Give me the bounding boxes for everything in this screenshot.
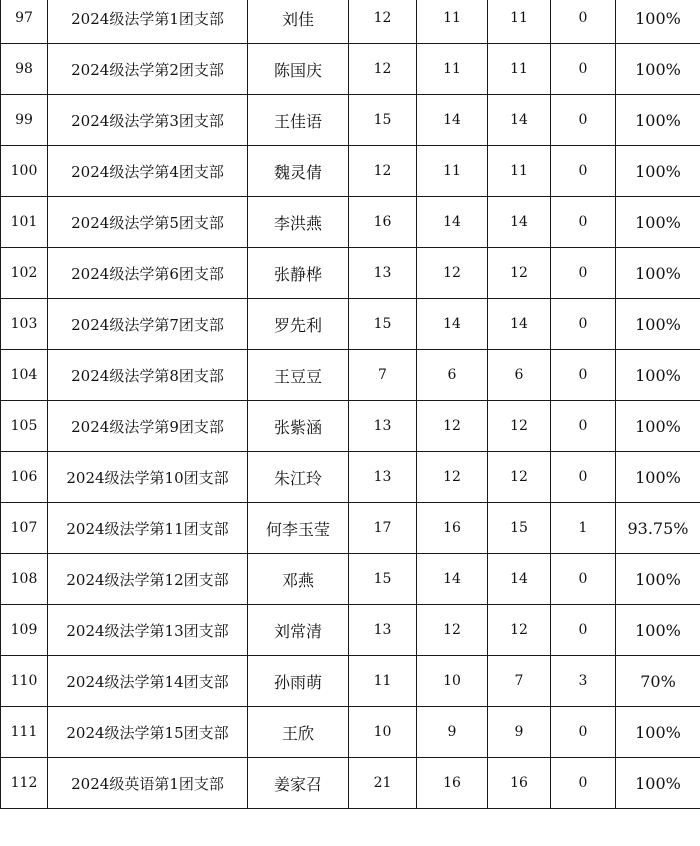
secretary-name-cell: 朱江玲: [248, 452, 349, 503]
incomplete-count-cell: 0: [551, 95, 616, 146]
branch-name-cell: 2024级法学第14团支部: [48, 656, 248, 707]
row-index-cell: 100: [1, 146, 48, 197]
total-count-cell: 12: [349, 44, 417, 95]
total-count-cell: 11: [349, 656, 417, 707]
total-count-cell: 10: [349, 707, 417, 758]
completed-count-cell: 11: [488, 44, 551, 95]
secretary-name-cell: 王豆豆: [248, 350, 349, 401]
eligible-count-cell: 12: [417, 605, 488, 656]
row-index-cell: 108: [1, 554, 48, 605]
incomplete-count-cell: 0: [551, 554, 616, 605]
completed-count-cell: 14: [488, 95, 551, 146]
incomplete-count-cell: 0: [551, 401, 616, 452]
secretary-name-cell: 何李玉莹: [248, 503, 349, 554]
secretary-name-cell: 刘佳: [248, 0, 349, 44]
incomplete-count-cell: 0: [551, 0, 616, 44]
incomplete-count-cell: 0: [551, 146, 616, 197]
completed-count-cell: 9: [488, 707, 551, 758]
secretary-name-cell: 刘常清: [248, 605, 349, 656]
completion-rate-cell: 100%: [616, 707, 700, 758]
branch-name-cell: 2024级法学第7团支部: [48, 299, 248, 350]
table-row: [1, 350, 700, 401]
eligible-count-cell: 6: [417, 350, 488, 401]
total-count-cell: 7: [349, 350, 417, 401]
completion-rate-cell: 100%: [616, 146, 700, 197]
row-index-cell: 106: [1, 452, 48, 503]
table-row: [1, 299, 700, 350]
row-index-cell: 102: [1, 248, 48, 299]
secretary-name-cell: 李洪燕: [248, 197, 349, 248]
table-row: [1, 146, 700, 197]
incomplete-count-cell: 0: [551, 44, 616, 95]
completed-count-cell: 14: [488, 197, 551, 248]
eligible-count-cell: 9: [417, 707, 488, 758]
table-row: [1, 758, 700, 809]
completed-count-cell: 6: [488, 350, 551, 401]
branch-name-cell: 2024级法学第10团支部: [48, 452, 248, 503]
completed-count-cell: 11: [488, 0, 551, 44]
table-row: [1, 44, 700, 95]
eligible-count-cell: 11: [417, 44, 488, 95]
completion-rate-cell: 100%: [616, 299, 700, 350]
table-row: [1, 503, 700, 554]
incomplete-count-cell: 0: [551, 248, 616, 299]
branch-name-cell: 2024级法学第2团支部: [48, 44, 248, 95]
completion-rate-cell: 100%: [616, 248, 700, 299]
eligible-count-cell: 14: [417, 95, 488, 146]
eligible-count-cell: 11: [417, 0, 488, 44]
completion-rate-cell: 100%: [616, 44, 700, 95]
table-row: [1, 707, 700, 758]
total-count-cell: 13: [349, 605, 417, 656]
row-index-cell: 109: [1, 605, 48, 656]
branch-name-cell: 2024级法学第6团支部: [48, 248, 248, 299]
total-count-cell: 17: [349, 503, 417, 554]
eligible-count-cell: 14: [417, 197, 488, 248]
table-row: [1, 656, 700, 707]
branch-name-cell: 2024级法学第8团支部: [48, 350, 248, 401]
branch-name-cell: 2024级法学第9团支部: [48, 401, 248, 452]
row-index-cell: 99: [1, 95, 48, 146]
branch-name-cell: 2024级法学第15团支部: [48, 707, 248, 758]
eligible-count-cell: 10: [417, 656, 488, 707]
completion-rate-cell: 70%: [616, 656, 700, 707]
eligible-count-cell: 12: [417, 452, 488, 503]
completion-rate-cell: 100%: [616, 758, 700, 809]
row-index-cell: 97: [1, 0, 48, 44]
total-count-cell: 13: [349, 248, 417, 299]
completed-count-cell: 12: [488, 401, 551, 452]
row-index-cell: 110: [1, 656, 48, 707]
completed-count-cell: 15: [488, 503, 551, 554]
branch-name-cell: 2024级法学第5团支部: [48, 197, 248, 248]
branch-name-cell: 2024级法学第3团支部: [48, 95, 248, 146]
incomplete-count-cell: 3: [551, 656, 616, 707]
completed-count-cell: 12: [488, 248, 551, 299]
completed-count-cell: 12: [488, 452, 551, 503]
secretary-name-cell: 王欣: [248, 707, 349, 758]
table-row: [1, 605, 700, 656]
eligible-count-cell: 12: [417, 248, 488, 299]
eligible-count-cell: 11: [417, 146, 488, 197]
secretary-name-cell: 孙雨萌: [248, 656, 349, 707]
table-row: [1, 95, 700, 146]
eligible-count-cell: 16: [417, 503, 488, 554]
row-index-cell: 107: [1, 503, 48, 554]
branch-name-cell: 2024级英语第1团支部: [48, 758, 248, 809]
total-count-cell: 12: [349, 0, 417, 44]
total-count-cell: 16: [349, 197, 417, 248]
completion-rate-cell: 100%: [616, 95, 700, 146]
secretary-name-cell: 罗先利: [248, 299, 349, 350]
secretary-name-cell: 姜家召: [248, 758, 349, 809]
total-count-cell: 15: [349, 554, 417, 605]
incomplete-count-cell: 0: [551, 350, 616, 401]
completed-count-cell: 14: [488, 554, 551, 605]
row-index-cell: 98: [1, 44, 48, 95]
incomplete-count-cell: 0: [551, 452, 616, 503]
eligible-count-cell: 16: [417, 758, 488, 809]
incomplete-count-cell: 1: [551, 503, 616, 554]
secretary-name-cell: 魏灵倩: [248, 146, 349, 197]
completion-rate-cell: 100%: [616, 0, 700, 44]
row-index-cell: 104: [1, 350, 48, 401]
row-index-cell: 111: [1, 707, 48, 758]
completion-rate-cell: 100%: [616, 401, 700, 452]
total-count-cell: 13: [349, 401, 417, 452]
secretary-name-cell: 张紫涵: [248, 401, 349, 452]
eligible-count-cell: 14: [417, 299, 488, 350]
branch-name-cell: 2024级法学第12团支部: [48, 554, 248, 605]
incomplete-count-cell: 0: [551, 605, 616, 656]
row-index-cell: 101: [1, 197, 48, 248]
completed-count-cell: 16: [488, 758, 551, 809]
eligible-count-cell: 12: [417, 401, 488, 452]
total-count-cell: 15: [349, 299, 417, 350]
completion-rate-cell: 100%: [616, 350, 700, 401]
branch-name-cell: 2024级法学第1团支部: [48, 0, 248, 44]
table-row: [1, 0, 700, 44]
secretary-name-cell: 张静桦: [248, 248, 349, 299]
completion-rate-cell: 100%: [616, 605, 700, 656]
total-count-cell: 13: [349, 452, 417, 503]
table-body: [1, 0, 700, 809]
row-index-cell: 103: [1, 299, 48, 350]
incomplete-count-cell: 0: [551, 299, 616, 350]
table-row: [1, 401, 700, 452]
table-row: [1, 248, 700, 299]
table-row: [1, 554, 700, 605]
secretary-name-cell: 邓燕: [248, 554, 349, 605]
incomplete-count-cell: 0: [551, 197, 616, 248]
secretary-name-cell: 陈国庆: [248, 44, 349, 95]
branch-name-cell: 2024级法学第11团支部: [48, 503, 248, 554]
completion-rate-cell: 100%: [616, 554, 700, 605]
completed-count-cell: 11: [488, 146, 551, 197]
row-index-cell: 105: [1, 401, 48, 452]
table-row: [1, 197, 700, 248]
branch-name-cell: 2024级法学第4团支部: [48, 146, 248, 197]
total-count-cell: 21: [349, 758, 417, 809]
row-index-cell: 112: [1, 758, 48, 809]
completion-rate-cell: 100%: [616, 197, 700, 248]
eligible-count-cell: 14: [417, 554, 488, 605]
table-row: [1, 452, 700, 503]
completed-count-cell: 14: [488, 299, 551, 350]
incomplete-count-cell: 0: [551, 707, 616, 758]
completed-count-cell: 7: [488, 656, 551, 707]
completion-rate-cell: 100%: [616, 452, 700, 503]
incomplete-count-cell: 0: [551, 758, 616, 809]
total-count-cell: 12: [349, 146, 417, 197]
total-count-cell: 15: [349, 95, 417, 146]
branch-name-cell: 2024级法学第13团支部: [48, 605, 248, 656]
completed-count-cell: 12: [488, 605, 551, 656]
secretary-name-cell: 王佳语: [248, 95, 349, 146]
completion-rate-cell: 93.75%: [616, 503, 700, 554]
